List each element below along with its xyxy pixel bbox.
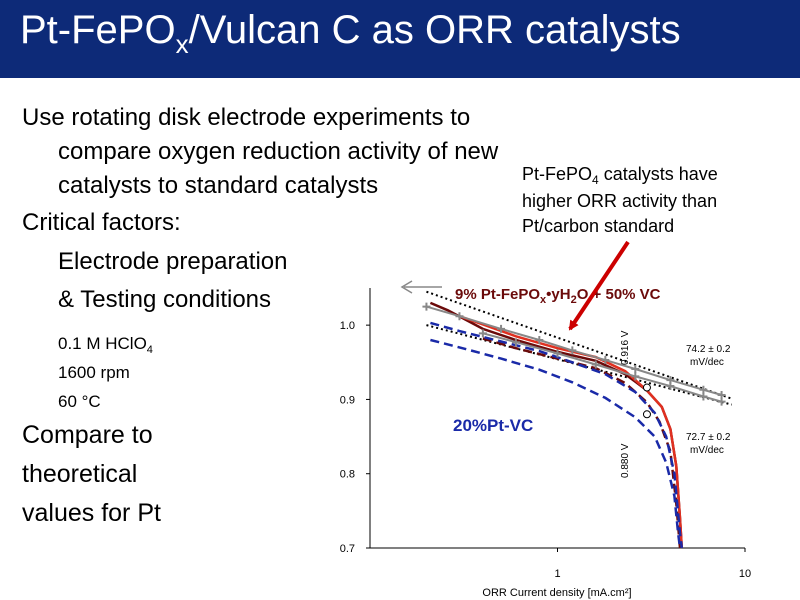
body-line-4: Critical factors: [22,209,181,236]
condition-temperature: 60 °C [58,392,101,411]
label-pt-fepo [455,286,661,306]
label-pt-fepo-part: O + 50% VC [576,286,661,303]
slope-unit-1: mV/dec [690,357,724,368]
body-line-5: Electrode preparation [58,248,288,275]
dashed-series-line [483,339,680,549]
note-line-1: Pt-FePO$_4$ catalysts have [522,164,718,187]
body-line-6: & Testing conditions [58,286,272,313]
tafel-point [666,382,674,390]
tafel-point [422,303,430,311]
voltage-label-0880: 0.880 V [620,443,631,478]
body-line-1: Use rotating disk electrode experiments to [22,104,471,131]
body-line-2: compare oxygen reduction activity of new [58,138,499,165]
tafel-point [718,398,726,406]
y-tick-label: 0.8 [339,468,355,481]
x-axis-label: ORR Current density [mA.cm²] [482,587,632,599]
chart-axes [340,288,751,599]
compare-line-1: Compare to [22,421,153,449]
condition-rotation: 1600 rpm [58,363,130,382]
voltage-label-0916: 0.916 V [620,330,631,365]
slope-label-2: 72.7 ± 0.2 [686,432,731,443]
slope-label-1: 74.2 ± 0.2 [686,344,731,355]
y-tick-label: 0.7 [339,543,355,555]
slope-unit-2: mV/dec [690,445,724,456]
x-tick-label: 1 [554,568,561,580]
note-line-3: Pt/carbon standard [522,216,675,236]
label-pt-fepo-part: 2 [570,294,577,306]
y-tick-label: 1.0 [339,320,355,333]
label-pt-fepo-part: x [540,294,547,306]
y-tick-label: 0.9 [339,394,355,407]
dashed-series-line [430,323,681,548]
x-tick-label: 10 [738,568,752,580]
condition-electrolyte: 0.1 M HClO$_4$ [58,334,153,356]
marker-point [643,411,650,418]
label-pt-fepo-part: 9% Pt-FePO [455,286,541,303]
body-line-3: catalysts to standard catalysts [58,172,379,199]
note-line-2: higher ORR activity than [522,191,718,211]
label-pt-fepo-part: H [559,286,571,303]
tafel-point [631,365,639,373]
compare-line-3: values for Pt [22,499,161,527]
compare-line-2: theoretical [22,460,138,488]
marker-point [643,384,650,391]
label-pt-vc: 20%Pt-VC [453,416,534,435]
label-pt-fepo-part: •y [546,286,560,303]
page-title: Pt-FePO$_x$/Vulcan C as ORR catalysts [20,8,681,59]
tafel-point [699,392,707,400]
